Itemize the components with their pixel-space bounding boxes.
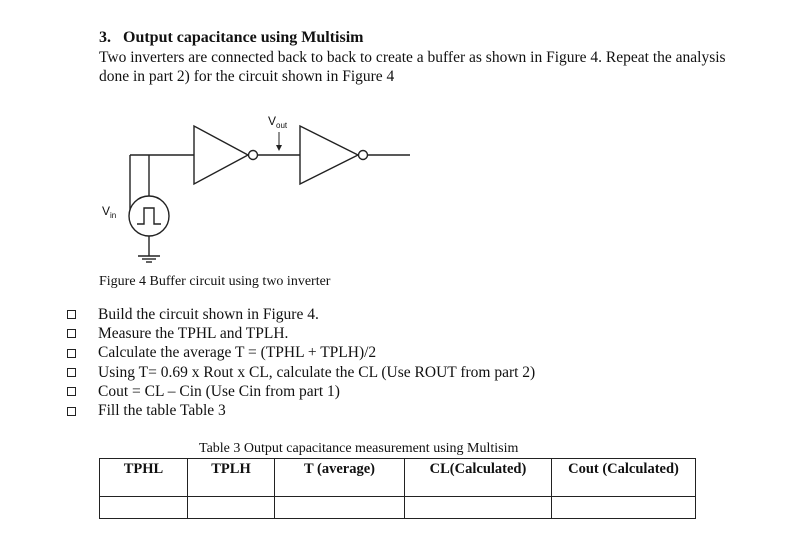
checkbox-icon (67, 407, 76, 416)
list-item: Calculate the average T = (TPHL + TPLH)/2 (66, 344, 535, 363)
inverter-2 (300, 126, 358, 184)
list-item: Fill the table Table 3 (66, 401, 535, 420)
table-cell (552, 497, 696, 519)
checkbox-icon (67, 368, 76, 377)
col-header-cl: CL(Calculated) (405, 459, 552, 497)
results-table (99, 458, 696, 519)
table-cell (188, 497, 275, 519)
section-title: Output capacitance using Multisim (123, 29, 364, 46)
vout-arrow-icon (276, 145, 282, 151)
table-cell (100, 497, 188, 519)
col-header-tplh: TPLH (188, 459, 275, 497)
task-list (66, 305, 535, 421)
inverter-1 (194, 126, 248, 184)
table-header-row (100, 459, 696, 497)
table-caption: Table 3 Output capacitance measurement using Multisim (199, 441, 519, 456)
list-item: Measure the TPHL and TPLH. (66, 324, 535, 343)
checkbox-icon (67, 349, 76, 358)
checkbox-icon (67, 387, 76, 396)
buffer-circuit-figure (90, 108, 420, 268)
section-heading (99, 29, 363, 47)
list-item: Using T= 0.69 x Rout x CL, calculate the CL (Use ROUT from part 2) (66, 363, 535, 382)
inverter-1-bubble (249, 151, 258, 160)
table-row (100, 497, 696, 519)
inverter-2-bubble (359, 151, 368, 160)
col-header-cout: Cout (Calculated) (552, 459, 696, 497)
list-item: Cout = CL – Cin (Use Cin from part 1) (66, 382, 535, 401)
pulse-source (129, 196, 169, 236)
checkbox-icon (67, 310, 76, 319)
vin-label: $V_{in}$ (102, 204, 117, 220)
table-cell (405, 497, 552, 519)
figure-caption: Figure 4 Buffer circuit using two inverter (99, 274, 331, 289)
section-number: 3. (99, 29, 111, 46)
col-header-t-average: T (average) (275, 459, 405, 497)
checkbox-icon (67, 329, 76, 338)
col-header-tphl: TPHL (100, 459, 188, 497)
table-cell (275, 497, 405, 519)
list-item: Build the circuit shown in Figure 4. (66, 305, 535, 324)
vout-label: $V_{out}$ (268, 114, 288, 130)
section-intro: Two inverters are connected back to back to create a buffer as shown in Figure 4. Repeat the analysis done in part 2) for the circuit shown in Figure 4 (99, 49, 726, 85)
